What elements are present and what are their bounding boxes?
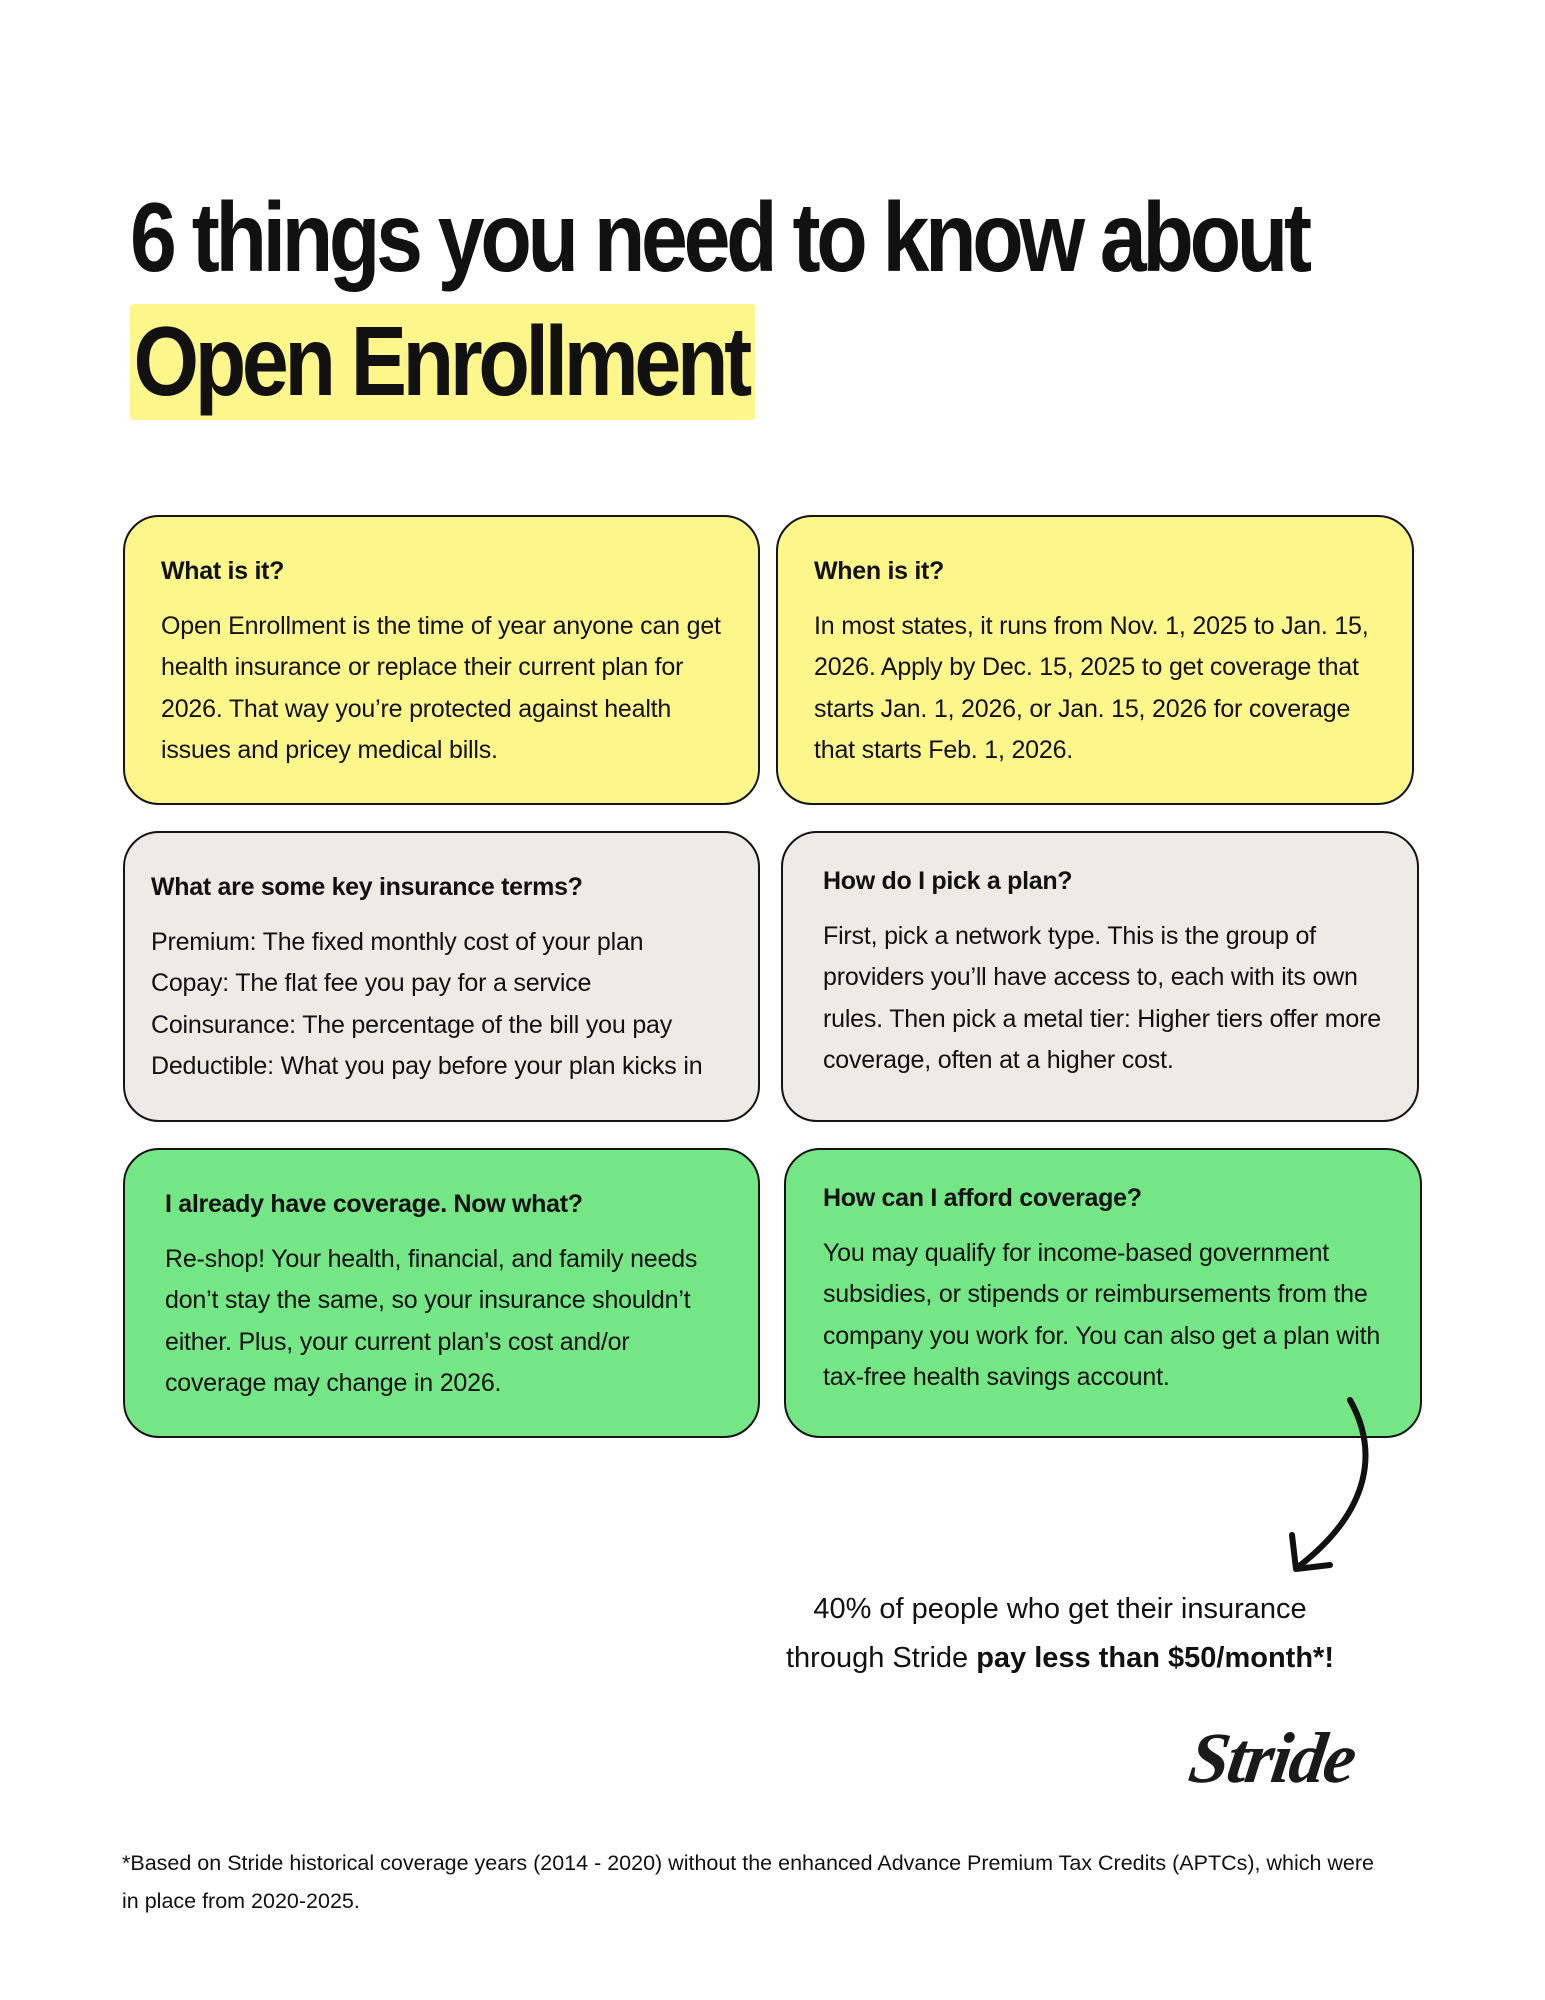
card-body: Open Enrollment is the time of year anyone can get health insurance or replace their current plan for 2026. That way you’re protected against health issues and pricey medical bills. xyxy=(161,611,721,764)
curved-arrow-down-left-icon xyxy=(1280,1395,1380,1585)
card-pick-a-plan xyxy=(781,831,1419,1122)
terms-list xyxy=(151,922,750,1088)
card-already-have-coverage xyxy=(123,1148,760,1438)
card-title: How can I afford coverage? xyxy=(823,1184,1142,1212)
card-title: How do I pick a plan? xyxy=(823,867,1073,895)
card-body: You may qualify for income-based government subsidies, or stipends or reimbursements from the company you work for. You can also get a plan with tax-free health savings account. xyxy=(823,1238,1381,1391)
card-body: Re-shop! Your health, financial, and family needs don’t stay the same, so your insurance shouldn’t either. Plus, your current plan’s cost and/or coverage may change in 2026. xyxy=(165,1244,698,1397)
term-copay: Copay: The flat fee you pay for a service xyxy=(151,969,592,997)
card-body: First, pick a network type. This is the group of providers you’ll have access to, each with its own rules. Then pick a metal tier: Higher tiers offer more coverage, often at a higher cost. xyxy=(823,921,1381,1074)
card-what-is-it xyxy=(123,515,760,805)
stride-logo: Stride xyxy=(1184,1718,1360,1798)
page-title-highlight: Open Enrollment xyxy=(130,304,755,420)
callout-line-2 xyxy=(740,1634,1380,1683)
card-title: What are some key insurance terms? xyxy=(151,873,583,901)
page-title-line-1: 6 things you need to know about xyxy=(130,182,1308,292)
term-premium: Premium: The fixed monthly cost of your plan xyxy=(151,927,644,956)
term-deductible: Deductible: What you pay before your plan kicks in xyxy=(151,1052,703,1080)
card-when-is-it xyxy=(776,515,1414,805)
card-title: I already have coverage. Now what? xyxy=(165,1190,583,1218)
card-title: When is it? xyxy=(814,557,945,585)
card-title: What is it? xyxy=(161,557,285,585)
footnote: *Based on Stride historical coverage years (2014 - 2020) without the enhanced Advance Premium Tax Credits (APTCs), which were in place from 2020-2025. xyxy=(122,1851,1374,1913)
stat-callout xyxy=(740,1585,1380,1683)
callout-prefix: through Stride xyxy=(785,1642,977,1674)
card-key-insurance-terms xyxy=(123,831,760,1122)
callout-highlight: pay less than $50/month*! xyxy=(976,1642,1334,1674)
term-coinsurance: Coinsurance: The percentage of the bill you pay xyxy=(151,1010,673,1039)
card-body: In most states, it runs from Nov. 1, 2025 to Jan. 15, 2026. Apply by Dec. 15, 2025 to get coverage that starts Jan. 1, 2026, or Jan. 15, 2026 for coverage that starts Feb. 1, 2026. xyxy=(814,611,1369,764)
callout-line-1: 40% of people who get their insurance xyxy=(813,1593,1307,1625)
